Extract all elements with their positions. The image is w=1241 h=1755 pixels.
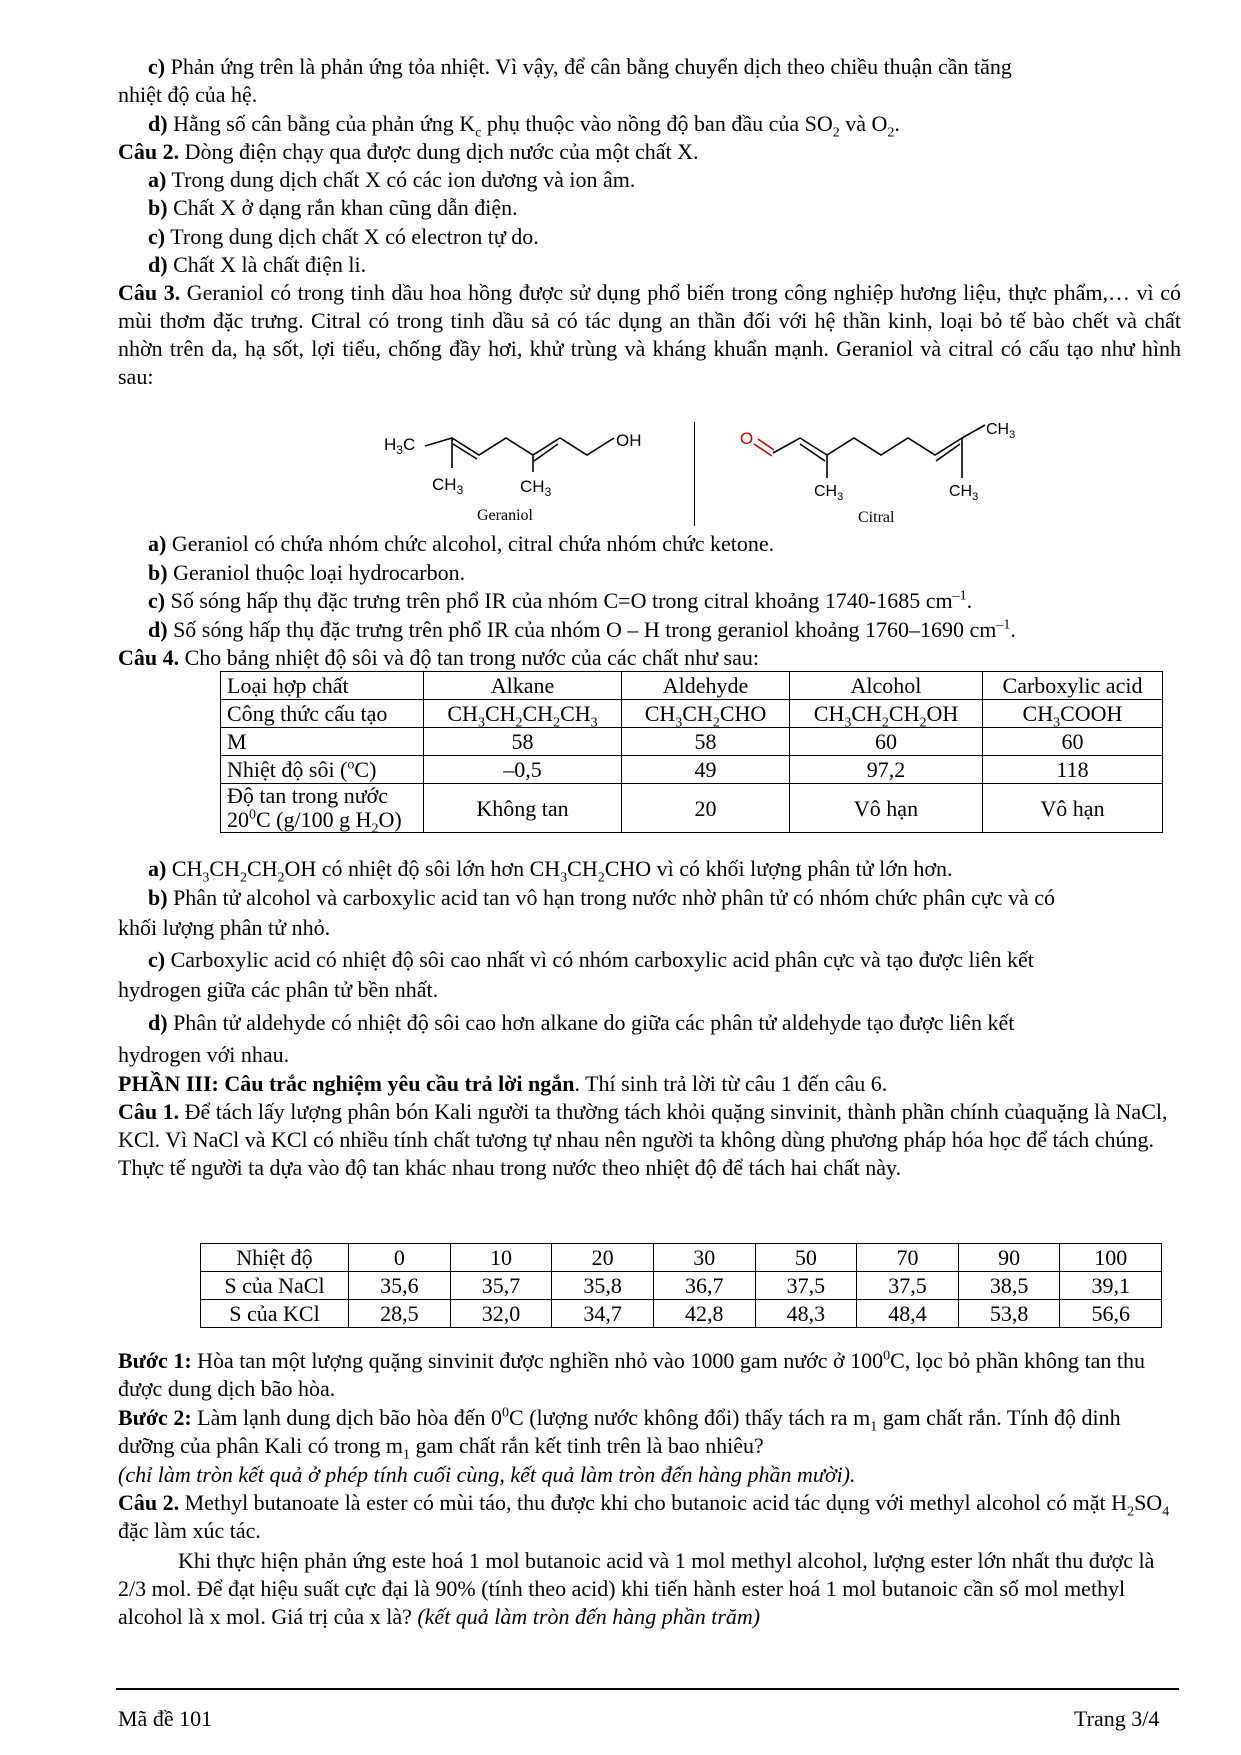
q2-a-text: Trong dung dịch chất X có các ion dương và ion âm.: [171, 167, 636, 192]
part3-title: PHẦN III: Câu trắc nghiệm yêu cầu trả lời ngắn: [118, 1071, 575, 1096]
p3q2-para: [118, 1547, 1181, 1631]
citral-caption: Citral: [858, 509, 895, 526]
part3-note: . Thí sinh trả lời từ câu 1 đến câu 6.: [574, 1071, 888, 1096]
q-prev-c-text: Phản ứng trên là phản ứng tỏa nhiệt. Vì vậy, để cân bằng chuyển dịch theo chiều thuận cần tăng: [170, 54, 1012, 79]
p3q1-stem-text: Để tách lấy lượng phân bón Kali người ta thường tách khỏi quặng sinvinit, thành phần chính củaquặng là NaCl, KCl. Vì NaCl và KCl có nhiều tính chất tương tự nhau nên người ta không dùng phương pháp hóa học để tách chúng. Thực tế người ta dựa vào độ tan khác nhau trong nước theo nhiệt độ để tách hai chất này.: [118, 1099, 1168, 1180]
table-cell: 34,7: [552, 1300, 654, 1328]
table-cell: $CH_3CH_2CH_2OH$: [790, 700, 983, 728]
q3-stem-text: Geraniol có trong tinh dầu hoa hồng được sử dụng phổ biến trong công nghiệp hương liệu, thực phẩm,… vì có mùi thơm đặc trưng. Citral có trong tinh dầu sả có tác dụng an thần đối với hệ thần kinh, loại bỏ tế bào chết và chất nhờn trên da, hạ sốt, lợi tiểu, chống đầy hơi, khử trùng và kháng khuẩn mạnh. Geraniol và citral có cấu tạo như hình sau:: [118, 280, 1182, 389]
q3-d-text: Số sóng hấp thụ đặc trưng trên phổ IR của nhóm O – H trong geraniol khoảng 1760–1690 $cm^{-1}$.: [173, 617, 1016, 642]
table-cell: 37,5: [857, 1272, 959, 1300]
p3q2-label: Câu 2.: [118, 1490, 180, 1515]
table-cell: Alcohol: [790, 672, 983, 700]
q4-stem-text: Cho bảng nhiệt độ sôi và độ tan trong nước của các chất như sau:: [184, 645, 759, 670]
footer-rule: [116, 1688, 1179, 1690]
q-prev-c: [118, 53, 1211, 81]
q4-stem: [118, 644, 1181, 672]
table-cell: 118: [983, 756, 1163, 784]
table-cell: 70: [857, 1244, 959, 1272]
geraniol-ch3-2: $CH_3$: [520, 477, 552, 499]
table-cell: 35,7: [450, 1272, 552, 1300]
q4-d: d) Phân tử aldehyde có nhiệt độ sôi cao hơn alkane do giữa các phân tử aldehyde tạo được liên kết: [148, 1010, 1015, 1035]
table-row: [221, 672, 1163, 700]
table-cell: 0: [349, 1244, 451, 1272]
geraniol-caption: Geraniol: [477, 507, 533, 524]
table-cell: 100: [1060, 1244, 1162, 1272]
q2-stem-text: Dòng điện chạy qua được dung dịch nước của một chất X.: [184, 139, 699, 164]
q2-c-text: Trong dung dịch chất X có electron tự do.: [170, 224, 539, 249]
table-cell: 10: [450, 1244, 552, 1272]
p3q1-step1: Bước 1: Hòa tan một lượng quặng sinvinit được nghiền nhỏ vào 1000 gam nước ở $100^0C$, lọc bỏ phần không tan thu được dung dịch bão hòa.: [118, 1348, 1145, 1401]
table-cell: $CH_3COOH$: [983, 700, 1163, 728]
q4-c: c) Carboxylic acid có nhiệt độ sôi cao nhất vì có nhóm carboxylic acid phân cực và tạo được liên kết: [148, 947, 1034, 972]
q2-b-text: Chất X ở dạng rắn khan cũng dẫn điện.: [173, 195, 518, 220]
table-cell: $CH_3CH_2CH_2CH_3$: [424, 700, 622, 728]
p3q2-stem: Câu 2. Methyl butanoate là ester có mùi táo, thu được khi cho butanoic acid tác dụng với methyl alcohol có mặt $H_2SO_4$ đặc làm xúc tác.: [118, 1490, 1170, 1543]
geraniol-h3c: $H_3C$: [384, 435, 416, 457]
table-cell: 37,5: [755, 1272, 857, 1300]
table-cell: 30: [653, 1244, 755, 1272]
q2-b: b) Chất X ở dạng rắn khan cũng dẫn điện.: [148, 195, 518, 220]
citral-o: O: [740, 429, 754, 448]
citral-ch3-top: $CH_3$: [986, 421, 1016, 441]
table-cell: Không tan: [424, 784, 622, 833]
p3q1-note: [118, 1461, 1181, 1489]
table-row: [221, 784, 1163, 833]
table-cell: Nhiệt độ: [201, 1244, 349, 1272]
geraniol-ch3-1: $CH_3$: [432, 475, 464, 497]
q3-b: b) Geraniol thuộc loại hydrocarbon.: [148, 560, 466, 585]
table-cell: –0,5: [424, 756, 622, 784]
geraniol-oh: OH: [616, 431, 642, 450]
table-cell: 97,2: [790, 756, 983, 784]
page-number: Trang 3/4: [1074, 1706, 1160, 1731]
table-cell: Độ tan trong nước $20^0C$ (g/100 g $H_2O$): [221, 784, 424, 833]
table-cell: 39,1: [1060, 1272, 1162, 1300]
table-cell: Nhiệt độ sôi ($^o$C): [221, 756, 424, 784]
table-cell: Carboxylic acid: [983, 672, 1163, 700]
table-cell: S của NaCl: [201, 1272, 349, 1300]
q-prev-c-cont: nhiệt độ của hệ.: [118, 82, 258, 107]
table-cell: 60: [983, 728, 1163, 756]
q2-label: Câu 2.: [118, 139, 180, 164]
table-cell: Loại hợp chất: [221, 672, 424, 700]
table-row: [221, 700, 1163, 728]
q2-a: a) Trong dung dịch chất X có các ion dương và ion âm.: [148, 167, 636, 192]
citral-structure: [740, 420, 1020, 530]
solubility-table: [200, 1243, 1162, 1328]
table-cell: 32,0: [450, 1300, 552, 1328]
table-cell: 53,8: [958, 1300, 1060, 1328]
sol-label-1: Độ tan trong nước: [227, 783, 389, 808]
table-cell: 90: [958, 1244, 1060, 1272]
q4-c-cont: hydrogen giữa các phân tử bền nhất.: [118, 977, 439, 1002]
q4-b: b) Phân tử alcohol và carboxylic acid tan vô hạn trong nước nhờ phân tử có nhóm chức phân cực và có: [148, 885, 1056, 910]
table-cell: 36,7: [653, 1272, 755, 1300]
q3-c: c) Số sóng hấp thụ đặc trưng trên phổ IR của nhóm C=O trong citral khoảng 1740-1685 $cm^{-1}$.: [148, 588, 973, 613]
p3q1-label: Câu 1.: [118, 1099, 180, 1124]
q-prev-d: [118, 110, 1211, 141]
table-cell: 49: [622, 756, 790, 784]
q2-d-text: Chất X là chất điện li.: [173, 252, 367, 277]
step2-label: Bước 2:: [118, 1405, 192, 1430]
p3q1-stem: [118, 1098, 1181, 1182]
table-cell: Vô hạn: [983, 784, 1163, 833]
q4-table: [220, 671, 1163, 837]
q3-d: d) Số sóng hấp thụ đặc trưng trên phổ IR của nhóm O – H trong geraniol khoảng 1760–1690 $cm^{-1}$.: [148, 617, 1016, 642]
q-prev-d-text: Hằng số cân bằng của phản ứng $K_c$ phụ thuộc vào nồng độ ban đầu của $SO_2$ và $O_2$.: [173, 111, 900, 141]
table-cell: 48,4: [857, 1300, 959, 1328]
part3-heading: [118, 1070, 1181, 1098]
table-cell: 58: [424, 728, 622, 756]
p3q2-note: (kết quả làm tròn đến hàng phần trăm): [417, 1604, 761, 1629]
table-cell: 35,6: [349, 1272, 451, 1300]
table-row: [201, 1272, 1162, 1300]
q2-stem: [118, 138, 1181, 166]
step1-label: Bước 1:: [118, 1348, 192, 1373]
table-cell: 50: [755, 1244, 857, 1272]
table-cell: 35,8: [552, 1272, 654, 1300]
geraniol-structure: [380, 420, 650, 530]
q3-a: a) Geraniol có chứa nhóm chức alcohol, citral chứa nhóm chức ketone.: [148, 531, 775, 556]
q4-b-cont: khối lượng phân tử nhỏ.: [118, 915, 331, 940]
exam-code: Mã đề 101: [118, 1706, 213, 1731]
q3-c-text: Số sóng hấp thụ đặc trưng trên phổ IR của nhóm C=O trong citral khoảng 1740-1685 $cm^{-1}$.: [170, 588, 973, 613]
table-cell: 28,5: [349, 1300, 451, 1328]
table-cell: 20: [552, 1244, 654, 1272]
geraniol-chain: [425, 438, 614, 455]
p3q1-step2: Bước 2: Làm lạnh dung dịch bão hòa đến $0^0C$ (lượng nước không đổi) thấy tách ra $m_1$ gam chất rắn. Tính độ dinh dưỡng của phân Kali có trong $m_1$ gam chất rắn kết tinh trên là bao nhiêu?: [118, 1405, 1121, 1463]
table-cell: M: [221, 728, 424, 756]
table-row: [201, 1244, 1162, 1272]
p3q2-para-text: Khi thực hiện phản ứng este hoá 1 mol butanoic acid và 1 mol methyl alcohol, lượng ester lớn nhất thu được là 2/3 mol. Để đạt hiệu suất cực đại là 90% (tính theo acid) khi tiến hành ester hoá 1 mol butanoic cần số mol methyl alcohol là x mol. Giá trị của x là?: [118, 1548, 1155, 1629]
table-cell: 48,3: [755, 1300, 857, 1328]
q2-d: d) Chất X là chất điện li.: [148, 252, 367, 277]
table-row: [201, 1300, 1162, 1328]
table-cell: Công thức cấu tạo: [221, 700, 424, 728]
q2-c: c) Trong dung dịch chất X có electron tự do.: [148, 224, 539, 249]
table-cell: 58: [622, 728, 790, 756]
q3-stem: [118, 279, 1181, 391]
table-cell: S của KCl: [201, 1300, 349, 1328]
q4-label: Câu 4.: [118, 645, 180, 670]
citral-ch3-1: $CH_3$: [814, 483, 844, 503]
table-row: [221, 728, 1163, 756]
structure-divider: [694, 422, 695, 526]
table-row: [221, 756, 1163, 784]
p3q1-note-text: (chỉ làm tròn kết quả ở phép tính cuối cùng, kết quả làm tròn đến hàng phần mười).: [118, 1462, 856, 1487]
table-cell: 42,8: [653, 1300, 755, 1328]
q4-d-cont: hydrogen với nhau.: [118, 1042, 290, 1067]
citral-ch3-2: $CH_3$: [949, 483, 979, 503]
q3-a-text: Geraniol có chứa nhóm chức alcohol, citral chứa nhóm chức ketone.: [171, 531, 775, 556]
table-cell: Vô hạn: [790, 784, 983, 833]
citral-chain: [773, 425, 985, 455]
q-prev-c-label: c): [148, 54, 166, 79]
q3-b-text: Geraniol thuộc loại hydrocarbon.: [173, 560, 466, 585]
table-cell: 38,5: [958, 1272, 1060, 1300]
table-cell: $CH_3CH_2CHO$: [622, 700, 790, 728]
q-prev-d-label: d): [148, 111, 168, 136]
table-cell: 56,6: [1060, 1300, 1162, 1328]
q3-label: Câu 3.: [118, 280, 181, 305]
q4-a: a) $CH_3CH_2CH_2OH$ có nhiệt độ sôi lớn hơn $CH_3CH_2CHO$ vì có khối lượng phân tử lớn hơn.: [148, 856, 953, 886]
table-cell: Alkane: [424, 672, 622, 700]
table-cell: 60: [790, 728, 983, 756]
table-cell: Aldehyde: [622, 672, 790, 700]
table-cell: 20: [622, 784, 790, 833]
